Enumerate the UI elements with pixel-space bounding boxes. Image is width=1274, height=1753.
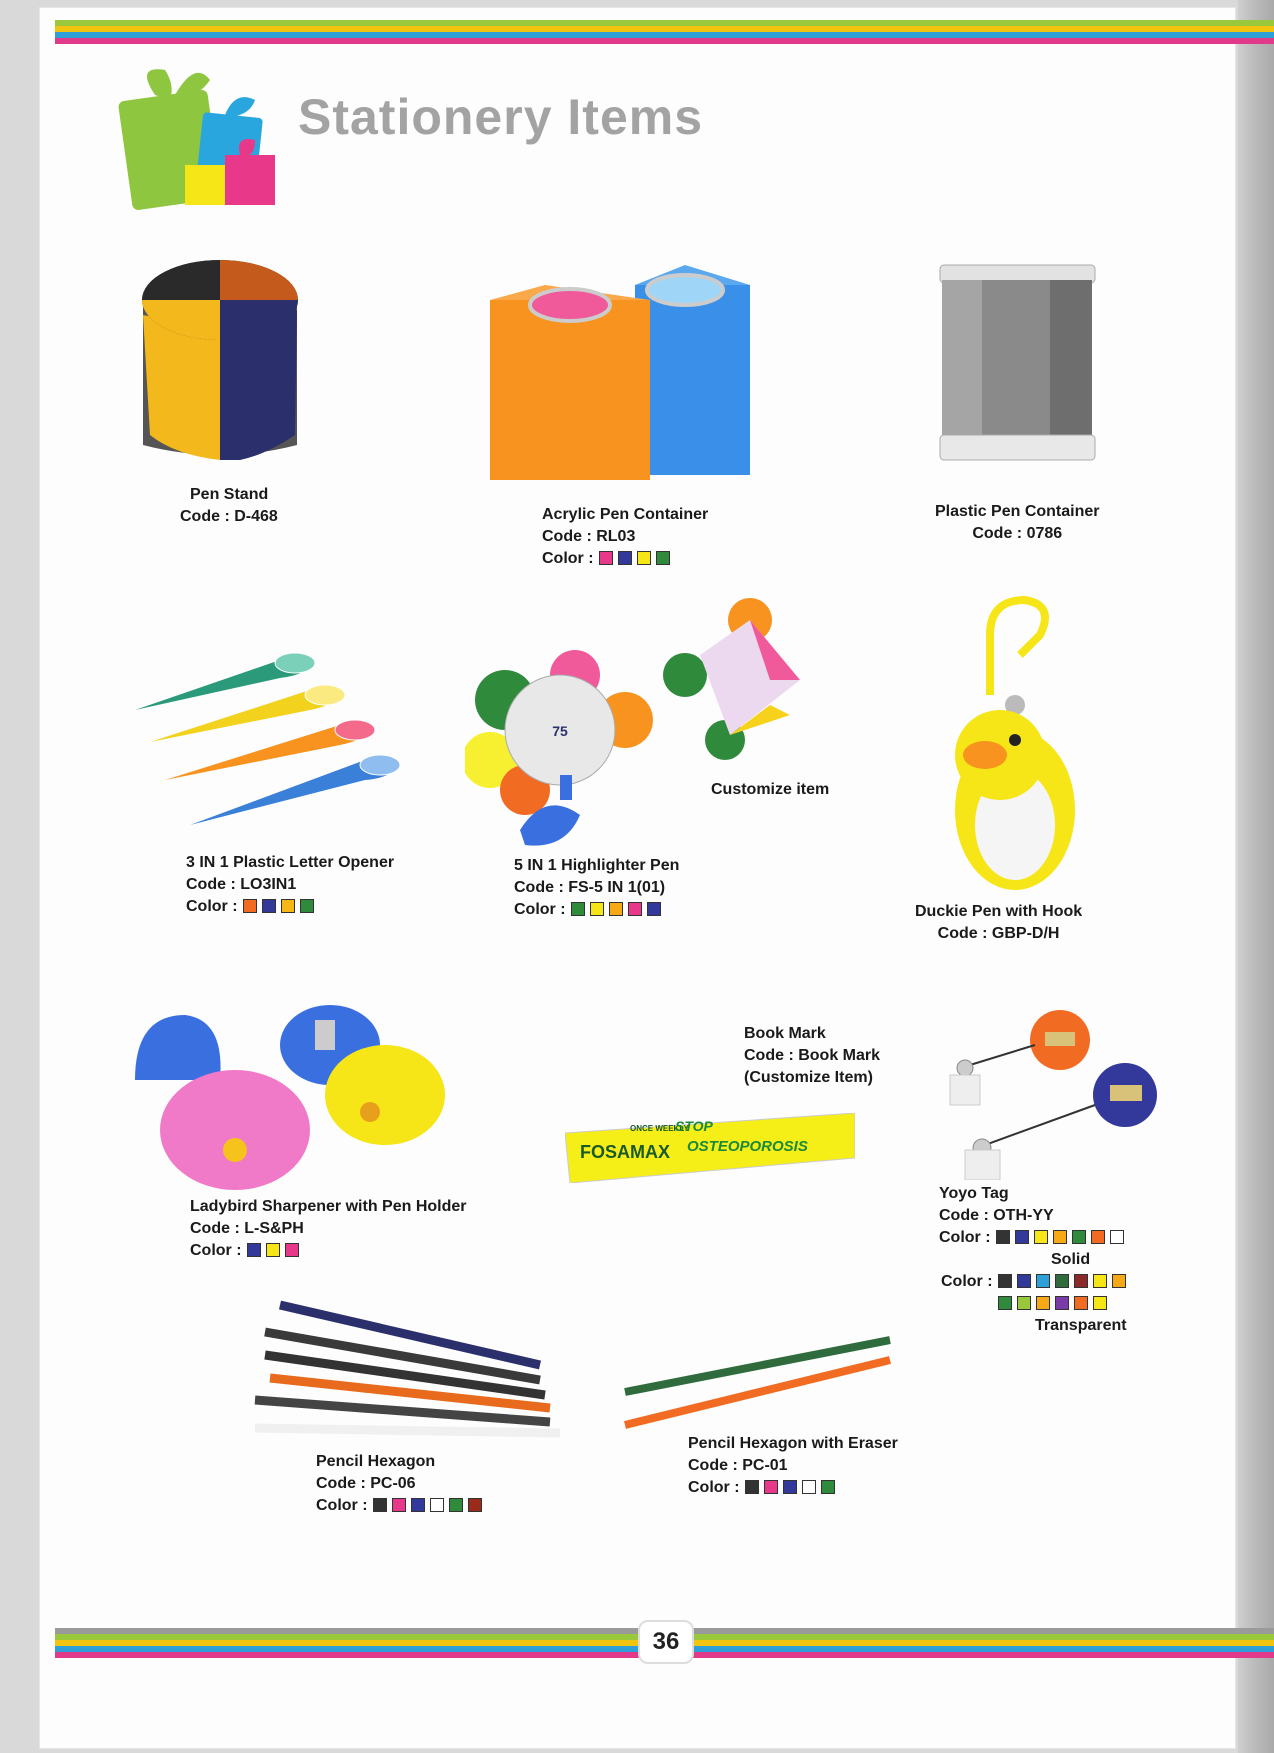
item-name: Pencil Hexagon bbox=[316, 1453, 436, 1470]
color-swatch bbox=[1034, 1230, 1048, 1244]
color-label: Color : bbox=[939, 1229, 991, 1246]
ladybird-sharpener-image bbox=[130, 1000, 460, 1190]
item-name: Plastic Pen Container bbox=[935, 503, 1100, 520]
color-swatch bbox=[764, 1480, 778, 1494]
color-label: Color : bbox=[542, 550, 594, 567]
color-swatch bbox=[745, 1480, 759, 1494]
color-swatch bbox=[247, 1243, 261, 1257]
color-swatch bbox=[449, 1498, 463, 1512]
color-swatch bbox=[618, 551, 632, 565]
color-swatch bbox=[262, 899, 276, 913]
bookmark-image bbox=[565, 1113, 855, 1183]
item-code: Code : L-S&PH bbox=[190, 1220, 304, 1237]
item-highlighter-pen bbox=[514, 855, 679, 921]
color-swatch bbox=[300, 899, 314, 913]
color-swatch bbox=[1072, 1230, 1086, 1244]
item-bookmark bbox=[744, 1023, 880, 1089]
top-stripes bbox=[55, 20, 1274, 44]
color-swatch bbox=[571, 902, 585, 916]
item-note: (Customize Item) bbox=[744, 1069, 873, 1086]
page-number: 36 bbox=[638, 1620, 694, 1664]
item-acrylic-pen-container bbox=[542, 504, 708, 570]
plastic-pen-container-image bbox=[930, 260, 1100, 470]
color-swatch bbox=[599, 551, 613, 565]
color-label: Color : bbox=[941, 1273, 993, 1290]
yoyo-tag-image bbox=[925, 1010, 1165, 1180]
item-pencil-hexagon bbox=[316, 1451, 482, 1517]
color-swatch bbox=[285, 1243, 299, 1257]
color-swatch bbox=[609, 902, 623, 916]
item-code: Code : OTH-YY bbox=[939, 1207, 1054, 1224]
color-label: Color : bbox=[514, 901, 566, 918]
color-label: Color : bbox=[186, 898, 238, 915]
pencil-hexagon-image bbox=[250, 1300, 570, 1440]
item-code: Code : PC-01 bbox=[688, 1457, 788, 1474]
customize-highlighter-image bbox=[660, 595, 810, 765]
item-code: Code : LO3IN1 bbox=[186, 876, 297, 893]
bookmark-subline-text: OSTEOPOROSIS bbox=[687, 1138, 808, 1155]
color-swatch bbox=[590, 902, 604, 916]
item-duckie-pen bbox=[915, 901, 1082, 945]
bookmark-headline-text: STOP bbox=[675, 1118, 713, 1134]
duckie-pen-image bbox=[940, 595, 1090, 895]
color-swatches bbox=[542, 548, 708, 570]
item-name: 5 IN 1 Highlighter Pen bbox=[514, 857, 680, 874]
item-code: Code : 0786 bbox=[972, 525, 1063, 542]
item-name: Yoyo Tag bbox=[939, 1185, 1009, 1202]
color-swatches bbox=[190, 1240, 467, 1262]
color-swatch bbox=[637, 551, 651, 565]
color-swatch bbox=[1055, 1296, 1069, 1310]
color-swatch bbox=[1112, 1274, 1126, 1288]
color-swatches-solid bbox=[939, 1227, 1127, 1249]
color-swatch bbox=[1036, 1274, 1050, 1288]
color-swatch bbox=[998, 1296, 1012, 1310]
color-swatch bbox=[243, 899, 257, 913]
item-pencil-eraser bbox=[688, 1433, 898, 1499]
item-code: Code : FS-5 IN 1(01) bbox=[514, 879, 666, 896]
color-swatch bbox=[392, 1498, 406, 1512]
color-swatch bbox=[1053, 1230, 1067, 1244]
gift-boxes-logo bbox=[115, 55, 295, 215]
page-title: Stationery Items bbox=[298, 89, 704, 145]
item-name: Pen Stand bbox=[190, 486, 269, 503]
item-name: Pencil Hexagon with Eraser bbox=[688, 1435, 898, 1452]
item-plastic-pen-container bbox=[935, 501, 1100, 545]
color-swatches bbox=[186, 896, 394, 918]
letter-opener-image bbox=[130, 630, 400, 830]
item-name: Acrylic Pen Container bbox=[542, 506, 709, 523]
color-swatch bbox=[1015, 1230, 1029, 1244]
item-customize bbox=[711, 779, 829, 801]
color-swatch bbox=[1074, 1296, 1088, 1310]
color-swatch bbox=[1093, 1274, 1107, 1288]
color-swatch bbox=[628, 902, 642, 916]
highlighter-logo-text: 75 bbox=[552, 723, 568, 739]
color-swatch bbox=[373, 1498, 387, 1512]
item-ladybird-sharpener bbox=[190, 1196, 467, 1262]
highlighter-pen-image bbox=[465, 650, 665, 850]
color-swatch bbox=[1017, 1274, 1031, 1288]
bookmark-brand-text: FOSAMAX bbox=[580, 1142, 670, 1162]
color-swatch bbox=[1091, 1230, 1105, 1244]
item-code: Code : GBP-D/H bbox=[937, 925, 1060, 942]
color-swatch bbox=[411, 1498, 425, 1512]
color-label: Color : bbox=[190, 1242, 242, 1259]
color-swatches-transparent-2 bbox=[939, 1293, 1127, 1315]
item-name: Duckie Pen with Hook bbox=[915, 903, 1083, 920]
color-swatch bbox=[430, 1498, 444, 1512]
item-code: Code : D-468 bbox=[180, 508, 278, 525]
pen-stand-image bbox=[135, 255, 305, 465]
item-name: 3 IN 1 Plastic Letter Opener bbox=[186, 854, 395, 871]
item-code: Code : PC-06 bbox=[316, 1475, 416, 1492]
color-swatch bbox=[1074, 1274, 1088, 1288]
color-label: Color : bbox=[316, 1497, 368, 1514]
color-swatch bbox=[647, 902, 661, 916]
color-swatch bbox=[1093, 1296, 1107, 1310]
color-swatch bbox=[656, 551, 670, 565]
color-swatch bbox=[281, 899, 295, 913]
color-swatch bbox=[1110, 1230, 1124, 1244]
color-swatch bbox=[998, 1274, 1012, 1288]
color-swatch bbox=[1055, 1274, 1069, 1288]
item-name: Ladybird Sharpener with Pen Holder bbox=[190, 1198, 467, 1215]
color-swatches bbox=[316, 1495, 482, 1517]
item-name: Customize item bbox=[711, 781, 830, 798]
color-swatch bbox=[996, 1230, 1010, 1244]
pencil-eraser-image bbox=[615, 1330, 895, 1430]
color-swatch bbox=[468, 1498, 482, 1512]
color-swatch bbox=[802, 1480, 816, 1494]
color-swatch bbox=[1017, 1296, 1031, 1310]
acrylic-pen-container-image bbox=[485, 265, 755, 495]
solid-label: Solid bbox=[1051, 1251, 1091, 1268]
transparent-label: Transparent bbox=[1035, 1317, 1127, 1334]
item-code: Code : Book Mark bbox=[744, 1047, 881, 1064]
item-yoyo-tag bbox=[939, 1183, 1127, 1337]
item-pen-stand bbox=[180, 484, 278, 528]
bookmark-top-text: ONCE WEEKLY bbox=[630, 1124, 689, 1133]
color-swatches bbox=[688, 1477, 898, 1499]
item-letter-opener bbox=[186, 852, 394, 918]
color-swatch bbox=[1036, 1296, 1050, 1310]
color-swatch bbox=[783, 1480, 797, 1494]
color-swatches bbox=[514, 899, 679, 921]
item-name: Book Mark bbox=[744, 1025, 826, 1042]
color-label: Color : bbox=[688, 1479, 740, 1496]
color-swatch bbox=[821, 1480, 835, 1494]
color-swatch bbox=[266, 1243, 280, 1257]
color-swatches-transparent bbox=[941, 1271, 1127, 1293]
item-code: Code : RL03 bbox=[542, 528, 636, 545]
book-spine bbox=[1238, 0, 1274, 1753]
